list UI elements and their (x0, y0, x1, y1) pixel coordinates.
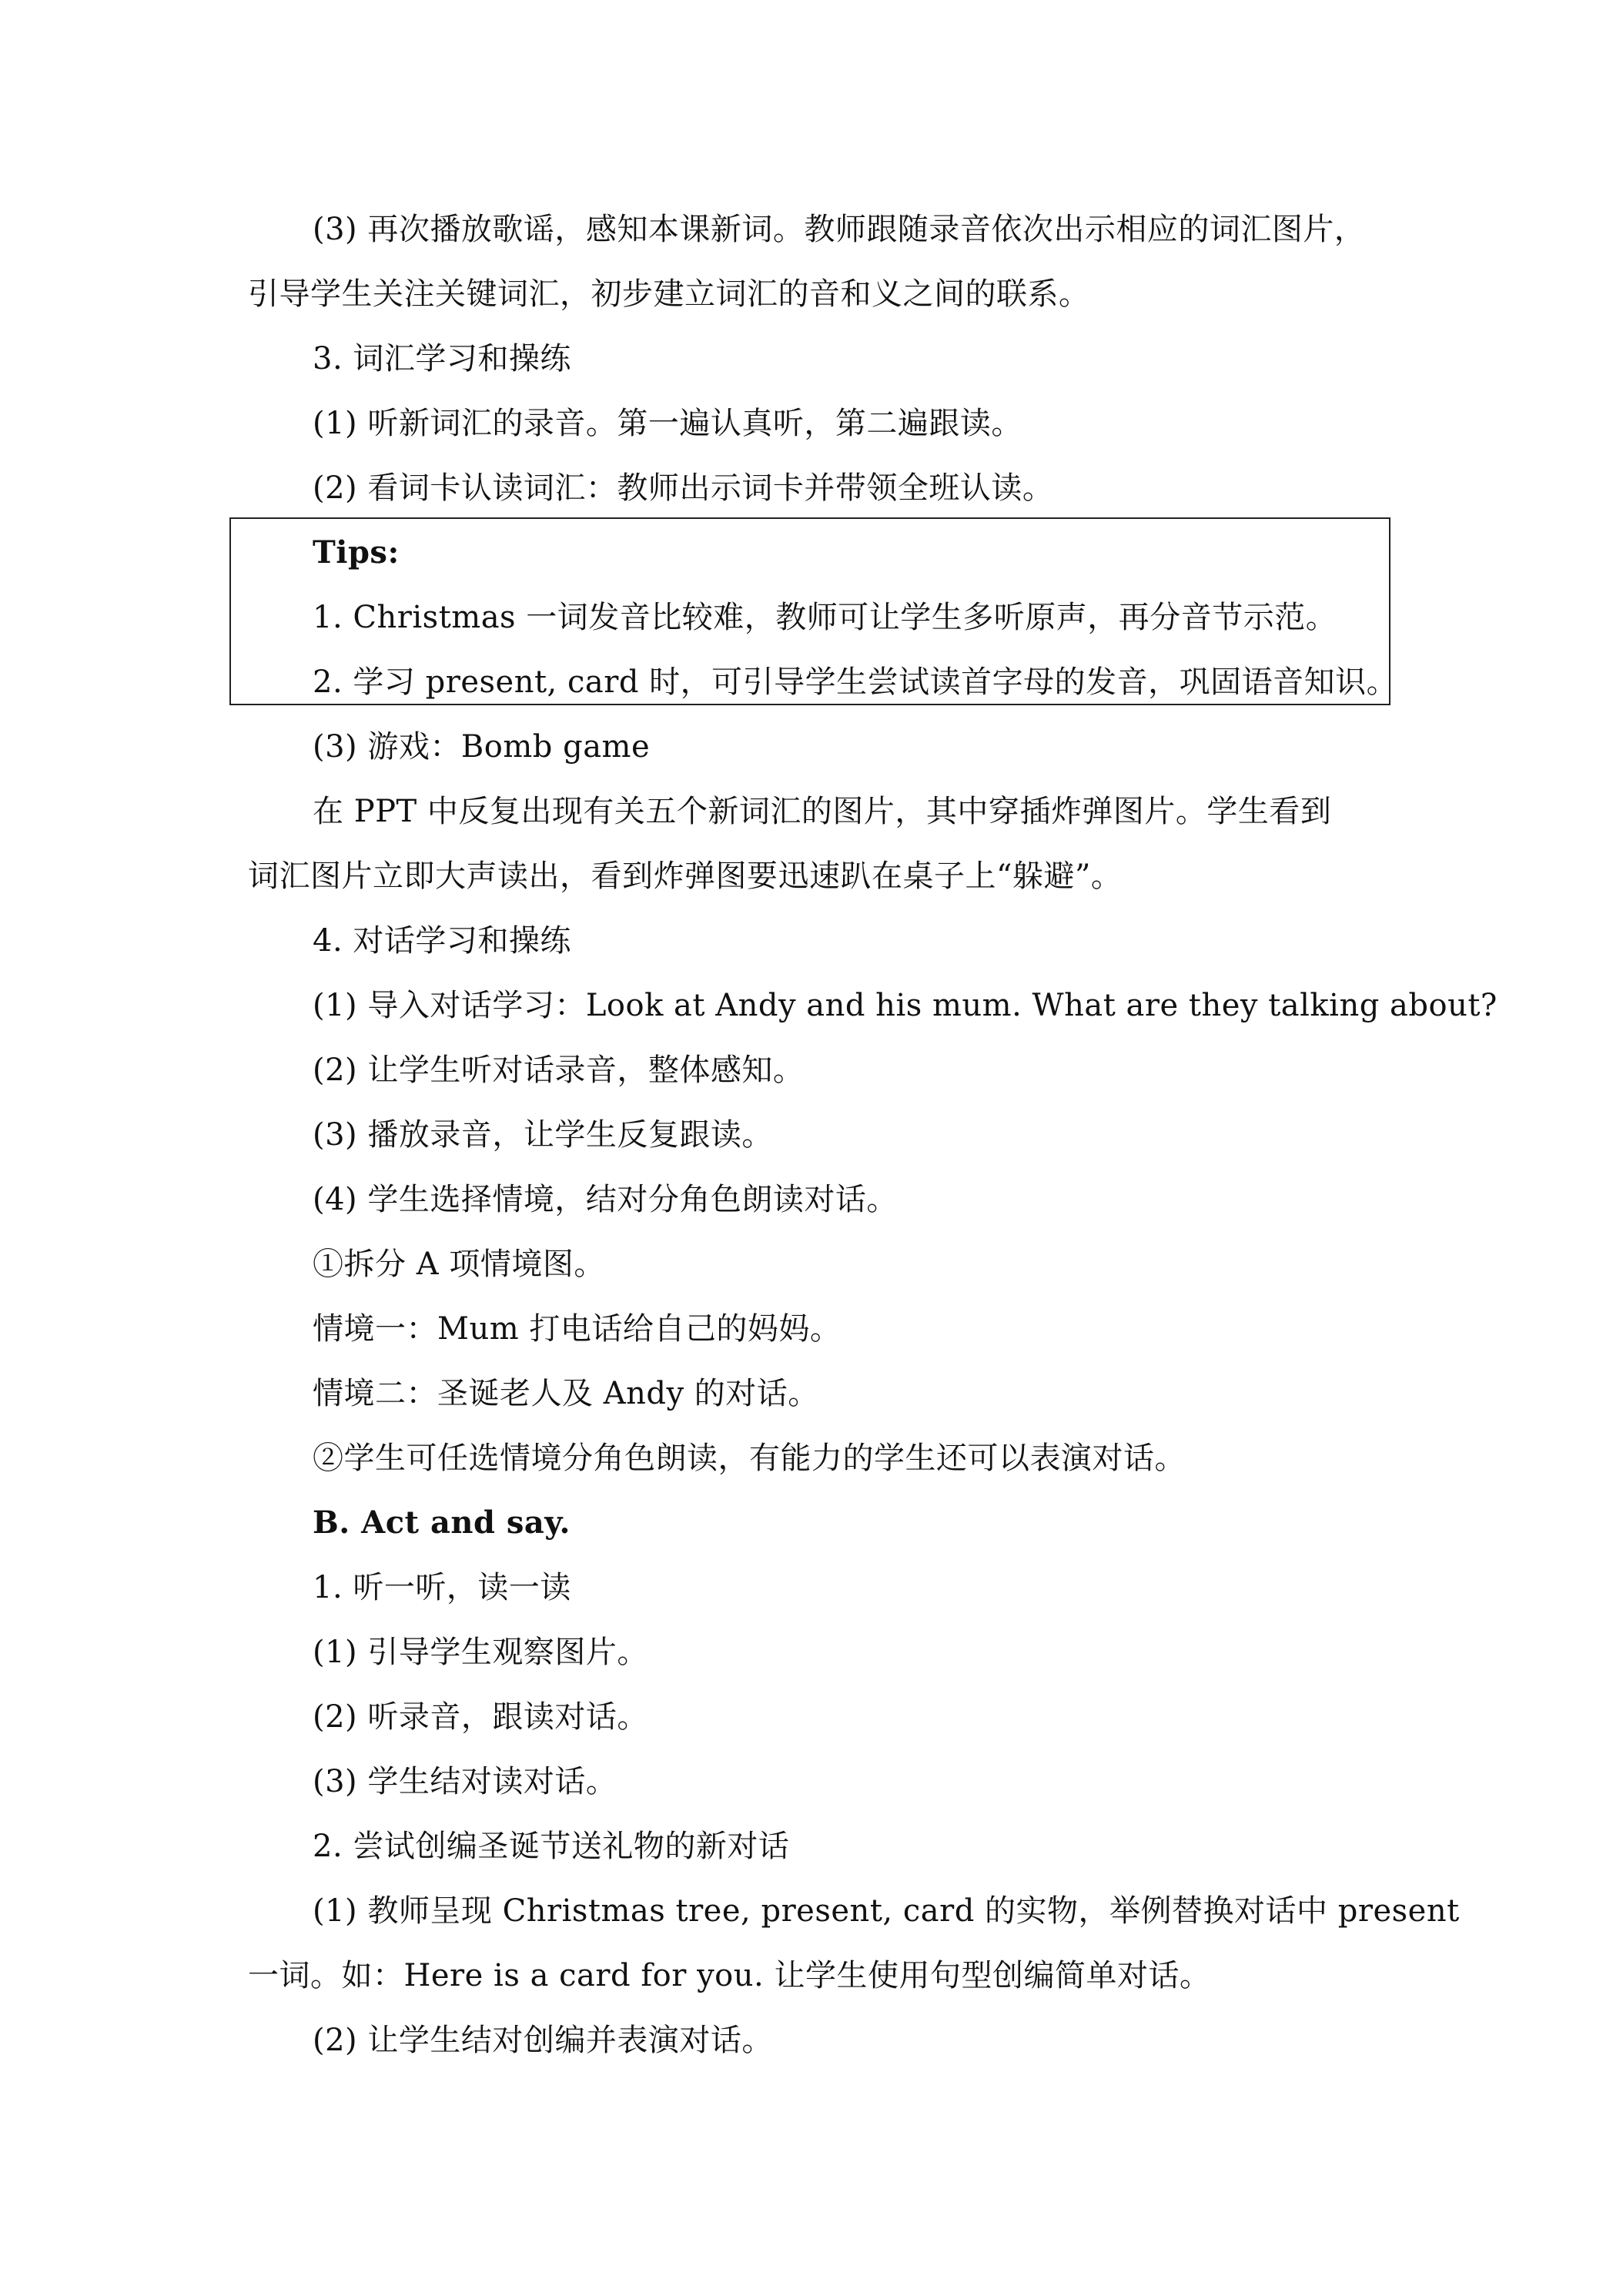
paragraph-line: (3) 再次播放歌谣，感知本课新词。教师跟随录音依次出示相应的词汇图片， (313, 212, 1366, 247)
paragraph-line: 一词。如：Here is a card for you. 让学生使用句型创编简单对话。 (248, 1958, 1211, 1993)
section-b-heading: B. Act and say. (313, 1504, 571, 1541)
paragraph-line: ①拆分 A 项情境图。 (313, 1247, 605, 1282)
paragraph-line: 情境二：圣诞老人及 Andy 的对话。 (313, 1376, 819, 1411)
paragraph-line: 引导学生关注关键词汇，初步建立词汇的音和义之间的联系。 (248, 276, 1090, 312)
tips-item: 1. Christmas 一词发音比较难，教师可让学生多听原声，再分音节示范。 (313, 600, 1337, 635)
paragraph-line: (3) 播放录音，让学生反复跟读。 (313, 1117, 773, 1153)
tips-heading: Tips: (313, 534, 400, 571)
section-heading: 4. 对话学习和操练 (313, 923, 571, 959)
paragraph-line: 情境一：Mum 打电话给自己的妈妈。 (313, 1311, 842, 1347)
paragraph-line: (2) 看词卡认读词汇：教师出示词卡并带领全班认读。 (313, 470, 1054, 506)
paragraph-line: (3) 游戏：Bomb game (313, 729, 651, 765)
paragraph-line: ②学生可任选情境分角色朗读，有能力的学生还可以表演对话。 (313, 1441, 1186, 1476)
paragraph-line: (4) 学生选择情境，结对分角色朗读对话。 (313, 1182, 898, 1217)
paragraph-line: (2) 让学生听对话录音，整体感知。 (313, 1053, 805, 1088)
tips-item: 2. 学习 present, card 时，可引导学生尝试读首字母的发音，巩固语音知识。 (313, 664, 1398, 700)
paragraph-line: (1) 教师呈现 Christmas tree, present, card 的实物，举例替换对话中 present (313, 1893, 1460, 1929)
paragraph-line: (2) 听录音，跟读对话。 (313, 1699, 648, 1735)
paragraph-line: (1) 听新词汇的录音。第一遍认真听，第二遍跟读。 (313, 406, 1022, 441)
paragraph-line: (2) 让学生结对创编并表演对话。 (313, 2023, 773, 2058)
paragraph-line: 词汇图片立即大声读出，看到炸弹图要迅速趴在桌子上“躲避”。 (248, 858, 1123, 894)
paragraph-line: (1) 导入对话学习：Look at Andy and his mum. What are they talking about? (313, 988, 1498, 1023)
section-heading: 3. 词汇学习和操练 (313, 341, 571, 377)
section-heading: 2. 尝试创编圣诞节送礼物的新对话 (313, 1829, 790, 1864)
paragraph-line: (3) 学生结对读对话。 (313, 1764, 617, 1799)
paragraph-line: (1) 引导学生观察图片。 (313, 1635, 648, 1670)
paragraph-line: 在 PPT 中反复出现有关五个新词汇的图片，其中穿插炸弹图片。学生看到 (313, 794, 1332, 829)
section-heading: 1. 听一听，读一读 (313, 1570, 571, 1605)
